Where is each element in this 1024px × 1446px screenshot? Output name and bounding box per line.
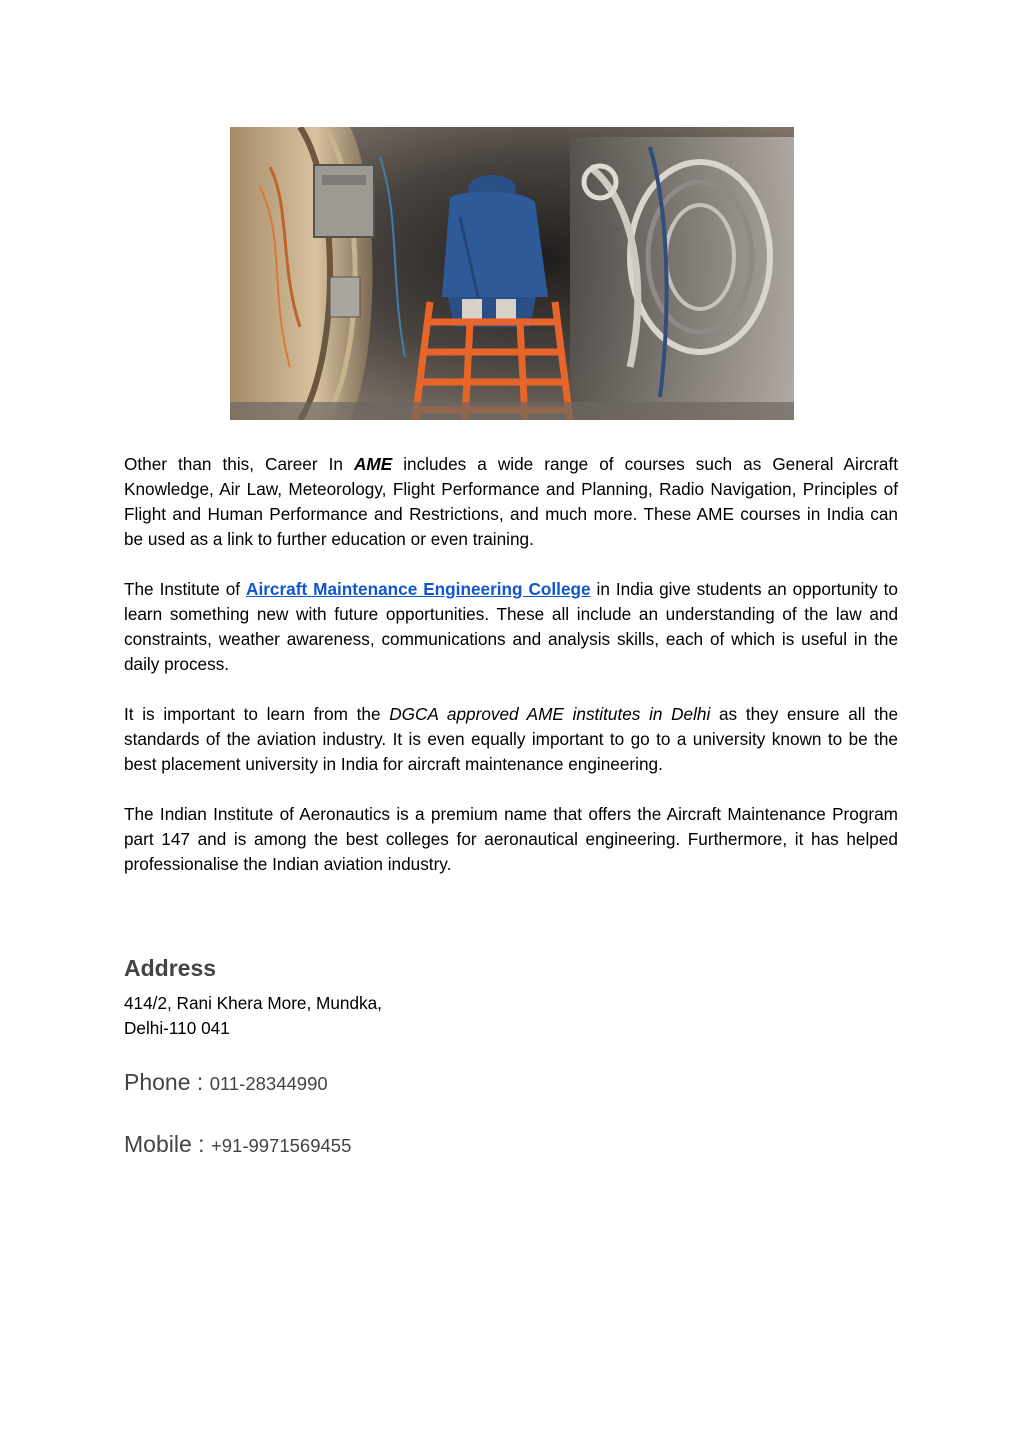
p2-text-before: The Institute of [124,579,247,599]
p2-text-after: in India give students an opportunity to learn something new with future opportunities. These all include an understanding of the law and constraints, weather awareness, communications and analysis skills, each of which is useful in the daily process. [124,579,898,674]
mobile-number[interactable]: +91-9971569455 [210,1135,352,1156]
p1-text-after: includes a wide range of courses such as General Aircraft Knowledge, Air Law, Meteorology, Flight Performance and Planning, Radio Navigation, Principles of Flight and Human Performance and Restrictions, and much more. These AME courses in India can be used as a link to further education or even training. [124,454,898,549]
engine-illustration [230,127,794,420]
phone-label: Phone : [124,1069,210,1095]
ame-emphasis: AME [353,454,393,474]
paragraph-dgca [124,702,898,777]
p3-text-before: It is important to learn from the [124,704,390,724]
address-line-2: Delhi-110 041 [124,1018,230,1038]
mobile-row [124,1128,898,1164]
address-lines [124,991,898,1041]
address-line-1: 414/2, Rani Khera More, Mundka, [124,993,382,1013]
p1-text-before: Other than this, Career In [124,454,354,474]
ame-college-link[interactable]: Aircraft Maintenance Engineering College [246,579,591,599]
mobile-label: Mobile : [124,1131,211,1157]
p3-text-after: as they ensure all the standards of the aviation industry. It is even equally important to go to a university known to be the best placement university in India for aircraft maintenance engineering. [124,704,899,774]
dgca-emphasis: DGCA approved AME institutes in Delhi [389,704,711,724]
address-block [124,952,898,1164]
hero-image [230,127,794,420]
article-body [124,452,898,902]
paragraph-institute [124,577,898,677]
technician-body [442,192,548,297]
p4-text: The Indian Institute of Aeronautics is a premium name that offers the Aircraft Maintenance Program part 147 and is among the best colleges for aeronautical engineering. Furthermore, it has helped professionalise the Indian aviation industry. [124,804,898,874]
paragraph-indian-institute [124,802,898,877]
phone-number[interactable]: 011-28344990 [209,1073,328,1094]
address-heading: Address [124,955,217,981]
phone-row [124,1066,898,1102]
paragraph-career-in-ame [124,452,898,552]
